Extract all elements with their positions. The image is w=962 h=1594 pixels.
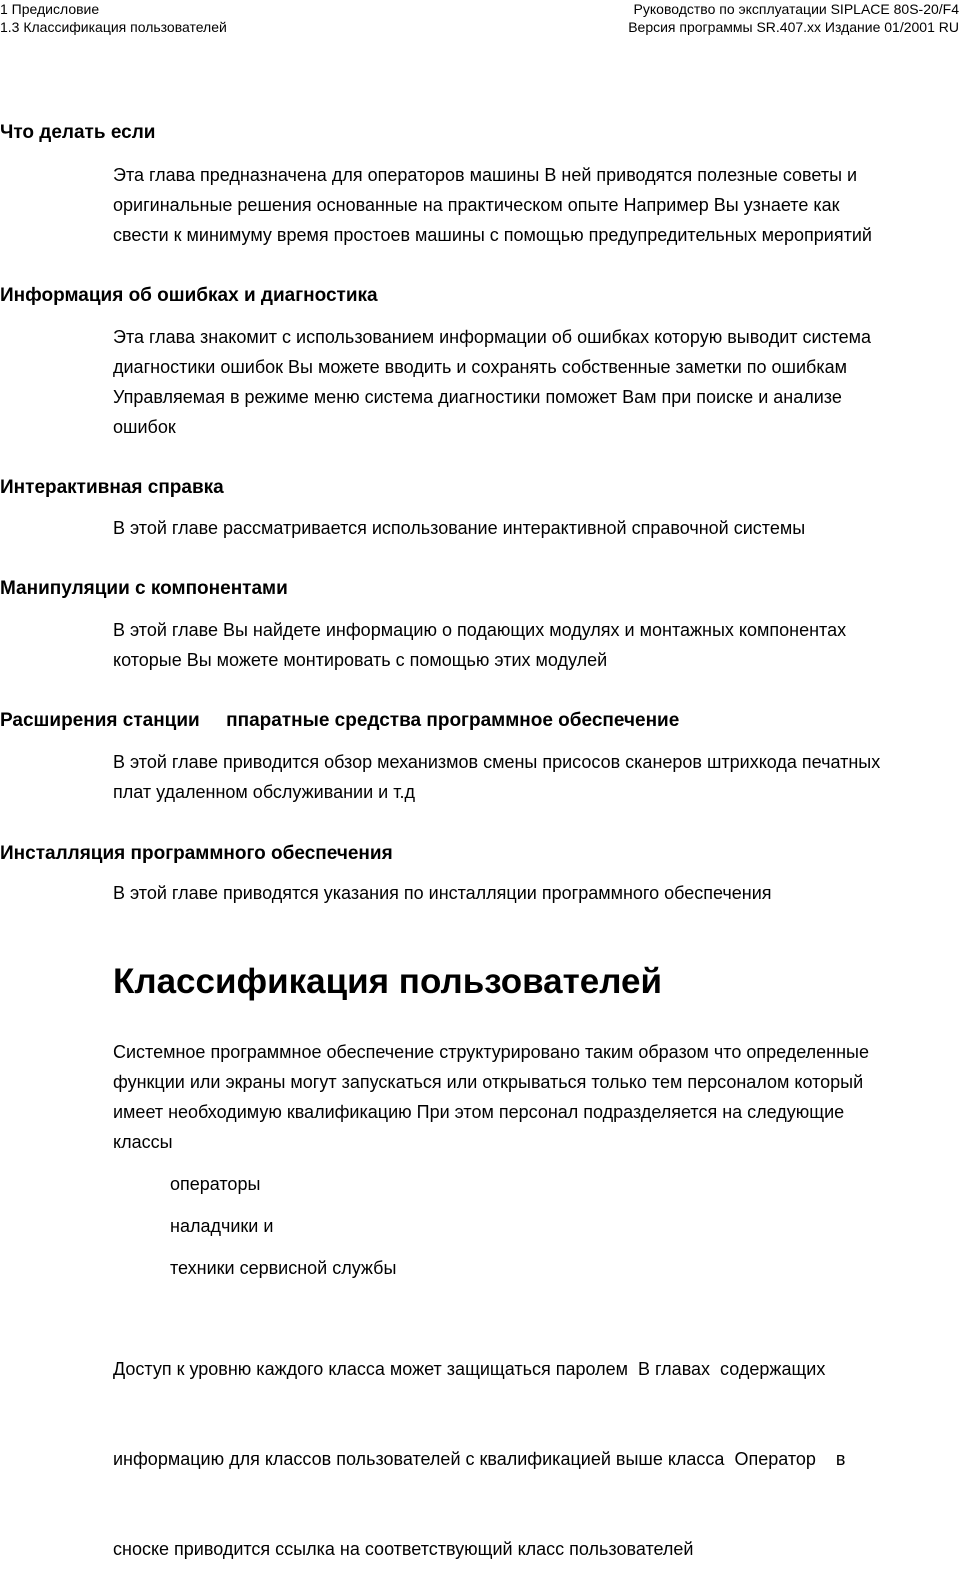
paragraph-line: ошибок <box>113 417 176 437</box>
classification-title: Классификация пользователей <box>113 962 662 1001</box>
section-heading: Информация об ошибках и диагностика <box>0 285 378 306</box>
header-version: Версия программы SR.407.xx Издание 01/2001 RU <box>628 19 959 35</box>
paragraph-line: В этой главе Вы найдете информацию о подающих модулях и монтажных компонентах <box>113 620 847 640</box>
user-class-item: операторы <box>170 1174 261 1194</box>
section-heading: Что делать если <box>0 122 156 143</box>
section-heading: Расширения станции ппаратные средства программное обеспечение <box>0 710 680 731</box>
user-class-item: техники сервисной службы <box>170 1258 397 1278</box>
paragraph-line: Системное программное обеспечение структурировано таким образом что определенные <box>113 1042 869 1062</box>
paragraph-line: Эта глава знакомит с использованием информации об ошибках которую выводит система <box>113 327 872 347</box>
paragraph-line: информацию для классов пользователей с квалификацией выше класса Оператор в <box>113 1449 846 1469</box>
classification-intro <box>113 1037 962 1157</box>
paragraph-line: функции или экраны могут запускаться или открываться только тем персоналом который <box>113 1072 864 1092</box>
paragraph-line: диагностики ошибок Вы можете вводить и сохранять собственные заметки по ошибкам <box>113 357 847 377</box>
paragraph-line: имеет необходимую квалификацию При этом персонал подразделяется на следующие <box>113 1102 845 1122</box>
header-section: 1.3 Классификация пользователей <box>0 19 227 35</box>
section-paragraph <box>113 747 962 807</box>
paragraph-line: Эта глава предназначена для операторов машины В ней приводятся полезные советы и <box>113 165 858 185</box>
section-heading: Инсталляция программного обеспечения <box>0 843 393 864</box>
paragraph-line: В этой главе приводится обзор механизмов смены присосов сканеров штрихкода печатных <box>113 752 881 772</box>
section-heading: Интерактивная справка <box>0 477 224 498</box>
paragraph-line: Доступ к уровню каждого класса может защищаться паролем В главах содержащих <box>113 1359 826 1379</box>
header-chapter: 1 Предисловие <box>0 1 100 17</box>
paragraph-line: классы <box>113 1132 173 1152</box>
paragraph-line: В этой главе приводятся указания по инсталляции программного обеспечения <box>113 883 772 903</box>
paragraph-line: свести к минимуму время простоев машины с помощью предупредительных мероприятий <box>113 225 872 245</box>
section-paragraph <box>113 878 962 908</box>
section-paragraph <box>113 160 962 250</box>
paragraph-line: сноске приводится ссылка на соответствующий класс пользователей <box>113 1539 694 1559</box>
paragraph-line: оригинальные решения основанные на практическом опыте Например Вы узнаете как <box>113 195 840 215</box>
user-class-item: наладчики и <box>170 1216 274 1236</box>
section-paragraph <box>113 322 962 442</box>
paragraph-line: В этой главе рассматривается использование интерактивной справочной системы <box>113 518 806 538</box>
section-paragraph <box>113 513 962 543</box>
paragraph-line: которые Вы можете монтировать с помощью этих модулей <box>113 650 608 670</box>
header-manual-title: Руководство по эксплуатации SIPLACE 80S-20/F4 <box>633 1 959 17</box>
paragraph-line: плат удаленном обслуживании и т.д <box>113 782 415 802</box>
section-heading: Манипуляции с компонентами <box>0 578 288 599</box>
classification-outro <box>113 1294 962 1594</box>
section-paragraph <box>113 615 962 675</box>
paragraph-line: Управляемая в режиме меню система диагностики поможет Вам при поиске и анализе <box>113 387 842 407</box>
